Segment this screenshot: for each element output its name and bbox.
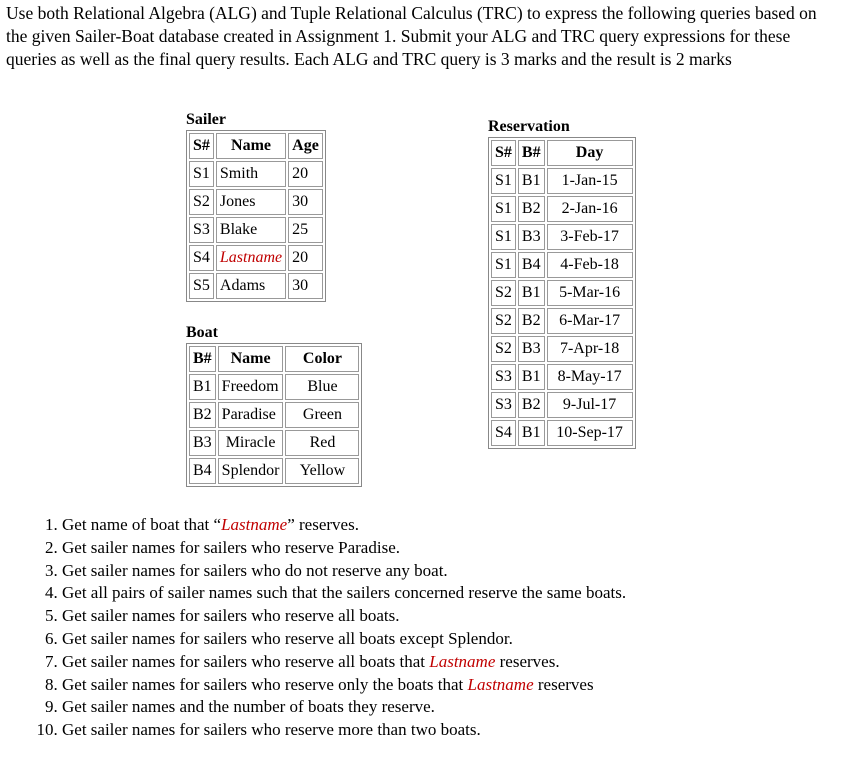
- table-cell: S3: [491, 364, 516, 390]
- table-header-row: [189, 133, 323, 159]
- table-cell: B2: [518, 308, 545, 334]
- column-header: Day: [547, 140, 633, 166]
- sailer-caption: Sailer: [186, 111, 226, 128]
- table-cell: B1: [518, 420, 545, 446]
- table-cell: Blake: [216, 217, 286, 243]
- table-row: [189, 273, 323, 299]
- table-cell: B4: [189, 458, 216, 484]
- table-row: [189, 430, 359, 456]
- table-cell: Smith: [216, 161, 286, 187]
- table-cell: B2: [189, 402, 216, 428]
- table-cell: B1: [518, 364, 545, 390]
- reservation-table-block: [488, 117, 636, 449]
- boat-table: [186, 343, 362, 487]
- table-row: [491, 196, 633, 222]
- table-row: [189, 189, 323, 215]
- query-item: 1. Get name of boat that “Lastname” reserves.: [62, 514, 852, 537]
- table-row: [491, 336, 633, 362]
- table-cell: B1: [189, 374, 216, 400]
- table-cell: B2: [518, 196, 545, 222]
- table-cell: 4-Feb-18: [547, 252, 633, 278]
- table-cell: Paradise: [218, 402, 284, 428]
- table-cell: 9-Jul-17: [547, 392, 633, 418]
- query-item: 3. Get sailer names for sailers who do not reserve any boat.: [62, 560, 852, 583]
- query-item: 5. Get sailer names for sailers who reserve all boats.: [62, 605, 852, 628]
- query-item: 2. Get sailer names for sailers who reserve Paradise.: [62, 537, 852, 560]
- boat-caption: Boat: [186, 324, 218, 341]
- table-cell: Miracle: [218, 430, 284, 456]
- table-cell: S4: [491, 420, 516, 446]
- table-cell: 7-Apr-18: [547, 336, 633, 362]
- query-list: [0, 514, 852, 742]
- table-cell: B1: [518, 280, 545, 306]
- table-cell: 10-Sep-17: [547, 420, 633, 446]
- sailer-table-block: [186, 110, 326, 302]
- table-cell: S2: [491, 336, 516, 362]
- column-header: B#: [189, 346, 216, 372]
- table-cell: B4: [518, 252, 545, 278]
- table-row: [491, 224, 633, 250]
- table-cell: S3: [491, 392, 516, 418]
- query-item: 4. Get all pairs of sailer names such that the sailers concerned reserve the same boats.: [62, 582, 852, 605]
- table-header-row: [189, 346, 359, 372]
- table-cell: Red: [285, 430, 359, 456]
- table-cell: 5-Mar-16: [547, 280, 633, 306]
- table-cell: Yellow: [285, 458, 359, 484]
- table-cell: Blue: [285, 374, 359, 400]
- query-item: 9. Get sailer names and the number of boats they reserve.: [62, 696, 852, 719]
- lastname-emphasis: Lastname: [221, 515, 288, 534]
- table-cell: 2-Jan-16: [547, 196, 633, 222]
- table-cell: S1: [491, 196, 516, 222]
- table-row: [491, 420, 633, 446]
- table-cell: 20: [288, 245, 323, 271]
- table-cell: 20: [288, 161, 323, 187]
- table-cell: S1: [491, 224, 516, 250]
- table-cell: 6-Mar-17: [547, 308, 633, 334]
- lastname-emphasis: Lastname: [467, 674, 534, 694]
- query-item: 7. Get sailer names for sailers who reserve all boats that Lastname reserves.: [62, 651, 852, 674]
- table-cell: 3-Feb-17: [547, 224, 633, 250]
- table-cell: S4: [189, 245, 214, 271]
- table-cell: 1-Jan-15: [547, 168, 633, 194]
- table-cell: 30: [288, 189, 323, 215]
- column-header: S#: [491, 140, 516, 166]
- table-row: [491, 280, 633, 306]
- reservation-table: [488, 137, 636, 449]
- query-item: 6. Get sailer names for sailers who reserve all boats except Splendor.: [62, 628, 852, 651]
- table-row: [189, 161, 323, 187]
- table-cell: 25: [288, 217, 323, 243]
- table-cell: Freedom: [218, 374, 284, 400]
- table-cell: S2: [189, 189, 214, 215]
- table-row: [189, 245, 323, 271]
- table-row: [189, 374, 359, 400]
- table-row: [189, 217, 323, 243]
- sailer-table: [186, 130, 326, 302]
- table-cell: Green: [285, 402, 359, 428]
- boat-table-block: [186, 323, 362, 487]
- table-row: [491, 308, 633, 334]
- column-header: Age: [288, 133, 323, 159]
- table-row: [189, 402, 359, 428]
- table-cell: S3: [189, 217, 214, 243]
- table-cell: Splendor: [218, 458, 284, 484]
- table-cell: B3: [189, 430, 216, 456]
- table-row: [491, 392, 633, 418]
- table-row: [491, 168, 633, 194]
- table-row: [189, 458, 359, 484]
- column-header: S#: [189, 133, 214, 159]
- table-cell: Jones: [216, 189, 286, 215]
- lastname-emphasis: Lastname: [429, 651, 496, 671]
- assignment-intro: Use both Relational Algebra (ALG) and Tuple Relational Calculus (TRC) to express the following queries based on the given Sailer-Boat database created in Assignment 1. Submit your ALG and TRC query expressions for these queries as well as the final query results. Each ALG and TRC query is 3 marks and the result is 2 marks: [6, 3, 817, 69]
- table-cell: S1: [491, 252, 516, 278]
- table-cell: B2: [518, 392, 545, 418]
- table-cell: S2: [491, 280, 516, 306]
- table-cell: S5: [189, 273, 214, 299]
- table-header-row: [491, 140, 633, 166]
- table-row: [491, 252, 633, 278]
- table-cell: S1: [189, 161, 214, 187]
- table-cell: Adams: [216, 273, 286, 299]
- query-item: 8. Get sailer names for sailers who reserve only the boats that Lastname reserves: [62, 674, 852, 697]
- table-cell: S2: [491, 308, 516, 334]
- table-cell: 30: [288, 273, 323, 299]
- query-item: 10. Get sailer names for sailers who reserve more than two boats.: [62, 719, 852, 742]
- table-cell: B3: [518, 224, 545, 250]
- column-header: Name: [218, 346, 284, 372]
- reservation-caption: Reservation: [488, 118, 570, 135]
- column-header: Name: [216, 133, 286, 159]
- table-cell: S1: [491, 168, 516, 194]
- table-cell: 8-May-17: [547, 364, 633, 390]
- lastname-cell: Lastname: [216, 245, 286, 271]
- table-row: [491, 364, 633, 390]
- column-header: B#: [518, 140, 545, 166]
- column-header: Color: [285, 346, 359, 372]
- table-cell: B1: [518, 168, 545, 194]
- table-cell: B3: [518, 336, 545, 362]
